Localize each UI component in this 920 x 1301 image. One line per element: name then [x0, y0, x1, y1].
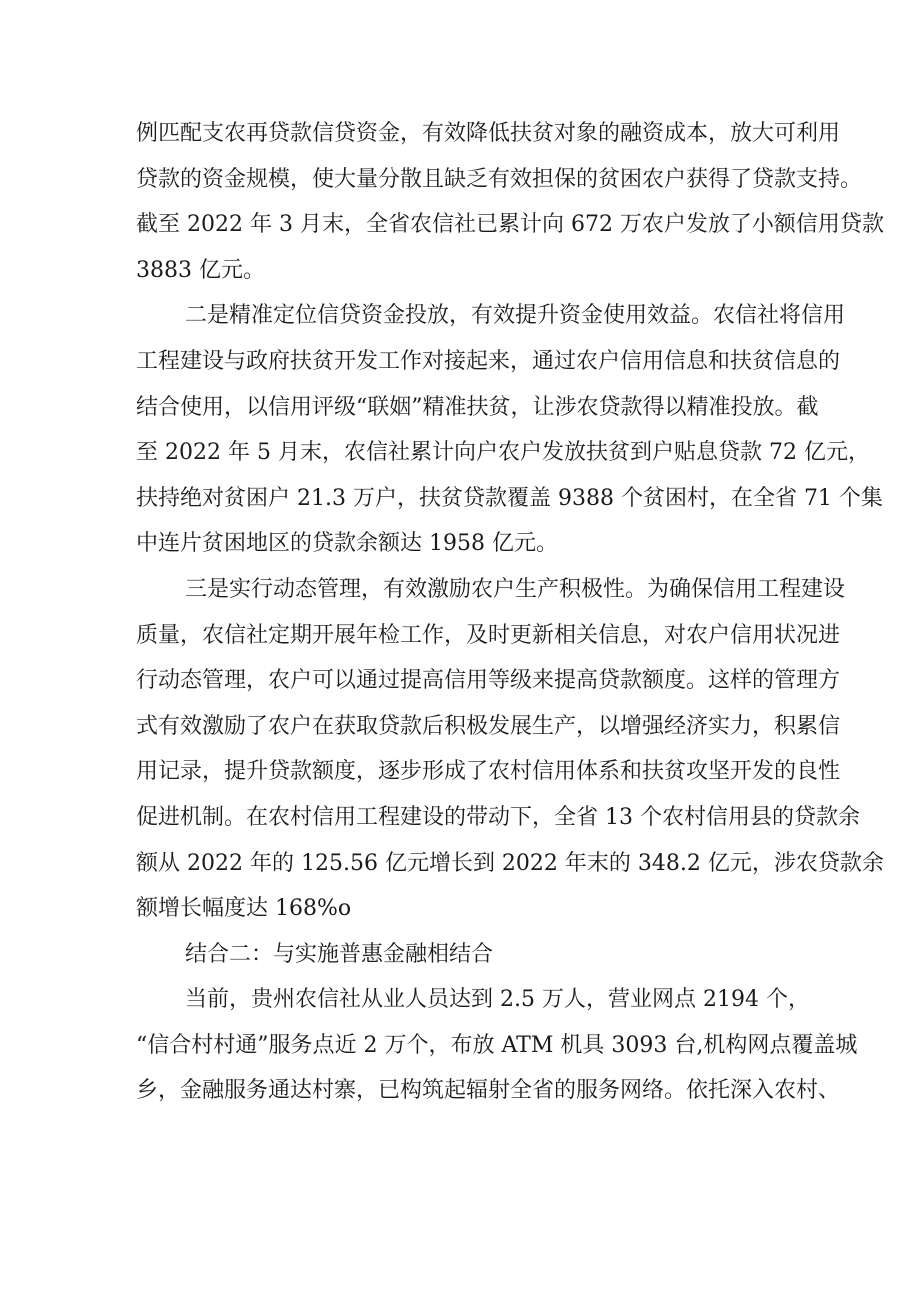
document-body	[136, 111, 884, 1114]
paragraph-line: 工程建设与政府扶贫开发工作对接起来，通过农户信用信息和扶贫信息的	[136, 348, 841, 374]
paragraph-line: 中连片贫困地区的贷款余额达 1958 亿元。	[136, 531, 558, 557]
paragraph-line: 扶持绝对贫困户 21.3 万户，扶贫贷款覆盖 9388 个贫困村，在全省 71 个集	[136, 485, 883, 511]
paragraph-line: 促进机制。在农村信用工程建设的带动下，全省 13 个农村信用县的贷款余	[136, 804, 860, 830]
paragraph-line: 例匹配支农再贷款信贷资金，有效降低扶贫对象的融资成本，放大可利用	[136, 121, 841, 146]
paragraph-line: 结合使用，以信用评级“联姻”精准扶贫，让涉农贷款得以精准投放。截	[136, 394, 819, 420]
paragraph-line: 乡，金融服务通达村寨，已构筑起辐射全省的服务网络。依托深入农村、	[136, 1078, 841, 1104]
paragraph-line: 二是精准定位信贷资金投放，有效提升资金使用效益。农信社将信用	[185, 303, 846, 329]
paragraph-line: 3883 亿元。	[136, 257, 265, 283]
paragraph-line: 当前，贵州农信社从业人员达到 2.5 万人，营业网点 2194 个，	[185, 987, 810, 1013]
paragraph-line: 额从 2022 年的 125.56 亿元增长到 2022 年末的 348.2 亿元，涉农贷款余	[136, 850, 884, 876]
paragraph-line: “信合村村通”服务点近 2 万个，布放 ATM 机具 3093 台,机构网点覆盖城	[136, 1032, 858, 1058]
paragraph-line: 三是实行动态管理，有效激励农户生产积极性。为确保信用工程建设	[185, 576, 846, 602]
paragraph-line: 行动态管理，农户可以通过提高信用等级来提高贷款额度。这样的管理方	[136, 668, 841, 694]
paragraph-line: 式有效激励了农户在获取贷款后积极发展生产，以增强经济实力，积累信	[136, 713, 841, 739]
paragraph-line: 贷款的资金规模，使大量分散且缺乏有效担保的贫困农户获得了贷款支持。	[136, 166, 863, 192]
paragraph-line: 至 2022 年 5 月末，农信社累计向户农户发放扶贫到户贴息贷款 72 亿元，	[136, 440, 870, 466]
paragraph-line: 额增长幅度达 168%o	[136, 896, 352, 922]
paragraph-line: 用记录，提升贷款额度，逐步形成了农村信用体系和扶贫攻坚开发的良性	[136, 759, 841, 785]
paragraph-line: 截至 2022 年 3 月末，全省农信社已累计向 672 万农户发放了小额信用贷款	[136, 212, 884, 238]
paragraph-line: 质量，农信社定期开展年检工作，及时更新相关信息，对农户信用状况进	[136, 622, 841, 648]
section-heading: 结合二：与实施普惠金融相结合	[185, 941, 494, 967]
